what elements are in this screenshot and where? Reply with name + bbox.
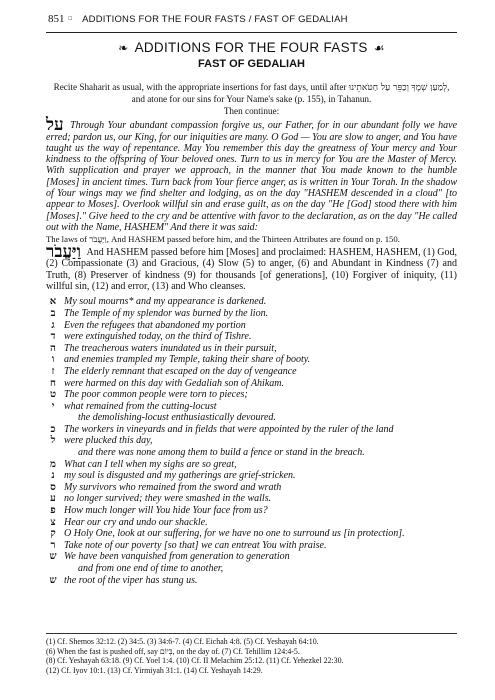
acrostic-letter: ז	[51, 365, 55, 377]
acrostic-text: My soul mourns* and my appearance is darkened.	[64, 296, 267, 308]
acrostic-letter: כ	[50, 423, 56, 435]
acrostic-letter: ג	[51, 319, 55, 331]
main-content	[46, 82, 457, 586]
acrostic-text: were plucked this day,	[64, 435, 153, 447]
acrostic-letter: ר	[50, 539, 56, 551]
footnote-line	[46, 647, 457, 657]
instructions-text-2: , and atone for our sins for Your Name's sake (p. 155), in Tahanun.	[131, 82, 450, 104]
acrostic-letter: ש	[49, 551, 57, 563]
ornament-left-icon: ❧	[118, 40, 129, 55]
acrostic-text: were harmed on this day with Gedaliah son of Ahikam.	[64, 377, 284, 389]
continue-instruction: Then continue:	[223, 106, 280, 116]
top-rule	[46, 32, 457, 33]
acrostic-line	[46, 540, 457, 552]
acrostic-text: Take note of our poverty [so that] we can entreat You with praise.	[64, 539, 327, 551]
acrostic-letter: ד	[50, 331, 56, 343]
acrostic-line	[46, 320, 457, 332]
acrostic-text: The poor common people were torn to pieces;	[64, 389, 248, 401]
acrostic-text: Even the refugees that abandoned my portion	[64, 319, 246, 331]
acrostic-line	[46, 575, 457, 587]
acrostic-line	[46, 459, 457, 471]
acrostic-line	[46, 308, 457, 320]
acrostic-line	[46, 296, 457, 308]
acrostic-letter: ה	[50, 342, 56, 354]
acrostic-line	[46, 378, 457, 390]
laws-note	[46, 234, 457, 246]
footnote-text: (6) When the fast is pushed off, say	[46, 646, 158, 656]
acrostic-text: My survivors who remained from the sword and wrath	[64, 481, 282, 493]
acrostic-text: the root of the viper has stung us.	[64, 574, 198, 586]
acrostic-letter: ט	[49, 389, 57, 401]
acrostic-line	[46, 424, 457, 436]
acrostic-line	[46, 366, 457, 378]
instructions-hebrew: וְכַפֵּר עַל חַטֹּאתֵינוּ	[348, 83, 409, 93]
footnote-rule	[46, 633, 457, 634]
instructions	[46, 82, 457, 105]
acrostic-text: what remained from the cutting-locust	[64, 400, 217, 412]
acrostic-line	[46, 389, 457, 401]
instructions-hebrew-2: לְמַעַן שְׁמֶךָ	[411, 83, 448, 93]
acrostic-letter: א	[49, 296, 57, 308]
acrostic-line	[46, 505, 457, 517]
acrostic-line	[46, 354, 457, 366]
acrostic-text: were extinguished today, on the third of Tishre.	[64, 331, 252, 343]
vayaavor-initial: וַיַּעֲבֹר	[46, 242, 81, 263]
running-head-title: ADDITIONS FOR THE FOUR FASTS / FAST OF GEDALIAH	[82, 13, 348, 25]
acrostic-line	[46, 331, 457, 343]
acrostic-text: and from one end of time to another,	[78, 563, 224, 575]
note-hebrew: וַיַּעֲבֹר	[89, 235, 107, 246]
footnote-line: (8) Cf. Yeshayah 63:18. (9) Cf. Yoel 1:4. (10) Cf. II Melachim 25:12. (11) Cf. Yehezkel 22:30.	[46, 656, 344, 666]
footnote-hebrew: בְּיוֹם	[159, 646, 173, 656]
note-text: The laws of	[46, 234, 88, 245]
separator-box-icon: □	[68, 16, 73, 22]
acrostic-text: The workers in vineyards and in fields that were appointed by the ruler of the land	[64, 423, 394, 435]
acrostic-letter: צ	[50, 516, 56, 528]
footnote-text-2: , on the day of. (7) Cf. Tehillim 124:4-5.	[172, 646, 300, 656]
acrostic-letter: ע	[50, 493, 56, 505]
acrostic-text: What can I tell when my sighs are so great,	[64, 458, 237, 470]
footnote-line: (12) Cf. Iyov 10:1. (13) Cf. Yirmiyah 31:1. (14) Cf. Yeshayah 14:29.	[46, 665, 263, 675]
prayer-paragraph	[46, 115, 458, 233]
ornament-right-icon: ☙	[373, 40, 385, 55]
section-header	[46, 40, 457, 70]
acrostic-text: the demolishing-locust enthusiastically devoured.	[78, 412, 276, 424]
acrostic-text: The treacherous waters inundated us in their pursuit,	[64, 342, 277, 354]
acrostic-letter: ו	[51, 354, 55, 366]
page-title	[46, 40, 457, 55]
acrostic-text: The Temple of my splendor was burned by the lion.	[64, 307, 269, 319]
acrostic-letter	[46, 412, 60, 424]
acrostic-letter: פ	[50, 505, 56, 517]
acrostic-letter: ק	[50, 528, 56, 540]
acrostic-letter: י	[51, 400, 55, 412]
title-text: ADDITIONS FOR THE FOUR FASTS	[134, 40, 368, 55]
acrostic-line	[46, 551, 457, 563]
acrostic-letter: ש	[49, 574, 57, 586]
prayer-text: Through Your abundant compassion forgive us, our Father, for in our abundant folly we have erred; pardon us, our King, for our iniquities are many. O God — You are slow to anger, and You have taught us the way of repentance. May You remember this day the greatness of Your mercy and Your kindness to the offspring of Your beloved ones. Turn to us in mercy for You are the Master of Mercy. With supplication and prayer we approach, in the manner that You made known to the humble [Moses] in ancient times. Turn back from Your fierce anger, as is written in Your Torah. In the shadow of Your wings may we find shelter and lodging, as on the day "HASHEM descended in a cloud" [to appear to Moses]. Overlook willful sin and erase guilt, as on the day "He [God] stood there with him [Moses]." Give heed to the cry and be attentive with favor to the declaration, as on the day "He called out with the Name, HASHEM" And there it was said:	[46, 120, 458, 233]
instructions-text: Recite Shaharit as usual, with the appropriate insertions for fast days, until after	[53, 82, 347, 92]
acrostic-letter: ח	[50, 377, 56, 389]
acrostic-letter: ל	[50, 435, 56, 447]
acrostic-text: no longer survived; they were smashed in the walls.	[64, 493, 272, 505]
footnotes	[46, 637, 457, 675]
acrostic-line	[46, 493, 457, 505]
acrostic-text: How much longer will You hide Your face from us?	[64, 505, 268, 517]
acrostic-letter: מ	[50, 458, 56, 470]
note-text-2: , And HASHEM passed before him, and the Thirteen Attributes are found on p. 150.	[106, 234, 400, 245]
acrostic-line	[46, 401, 457, 413]
acrostic-letter	[46, 447, 60, 459]
running-head	[48, 12, 455, 26]
acrostic-letter	[46, 563, 60, 575]
acrostic-text: O Holy One, look at our suffering, for we have no one to surround us [in protection].	[64, 528, 405, 540]
acrostic-text: and there was none among them to build a fence or stand in the breach.	[78, 447, 365, 459]
thirteen-attributes-paragraph	[46, 242, 457, 293]
acrostic-lines	[46, 296, 457, 586]
acrostic-text: and enemies trampled my Temple, taking their share of booty.	[64, 354, 311, 366]
acrostic-text: We have been vanquished from generation to generation	[64, 551, 290, 563]
subtitle: FAST OF GEDALIAH	[198, 58, 305, 70]
acrostic-text: The elderly remnant that escaped on the day of vengeance	[64, 365, 297, 377]
acrostic-line	[46, 482, 457, 494]
acrostic-line	[46, 470, 457, 482]
acrostic-letter: נ	[51, 470, 55, 482]
acrostic-letter: ב	[50, 307, 56, 319]
page-number: 851	[48, 13, 65, 25]
acrostic-line	[46, 517, 457, 529]
acrostic-line	[46, 412, 457, 424]
acrostic-line	[46, 563, 457, 575]
acrostic-line	[46, 435, 457, 447]
acrostic-letter: ס	[50, 481, 56, 493]
acrostic-text: Hear our cry and undo our shackle.	[64, 516, 208, 528]
acrostic-line	[46, 343, 457, 355]
acrostic-text: my soul is disgusted and my gatherings are grief-stricken.	[64, 470, 296, 482]
vayaavor-text: And HASHEM passed before him [Moses] and proclaimed: HASHEM, HASHEM, (1) God, (2) Compassionate (3) and Gracious, (4) Slow (5) to anger, (6) and Abundant in Kindness (7) and Truth, (8) Preserver of kindness (9) for thousands [of generations], (10) Forgiver of iniquity, (11) willful sin, (12) and error, (13) and Who cleanses.	[46, 247, 457, 293]
footnote-line: (1) Cf. Shemos 32:12. (2) 34:5. (3) 34:6-7. (4) Cf. Eichah 4:8. (5) Cf. Yeshayah 64:10.	[46, 637, 319, 646]
prayer-initial: על	[46, 115, 64, 136]
acrostic-line	[46, 447, 457, 459]
acrostic-line	[46, 528, 457, 540]
